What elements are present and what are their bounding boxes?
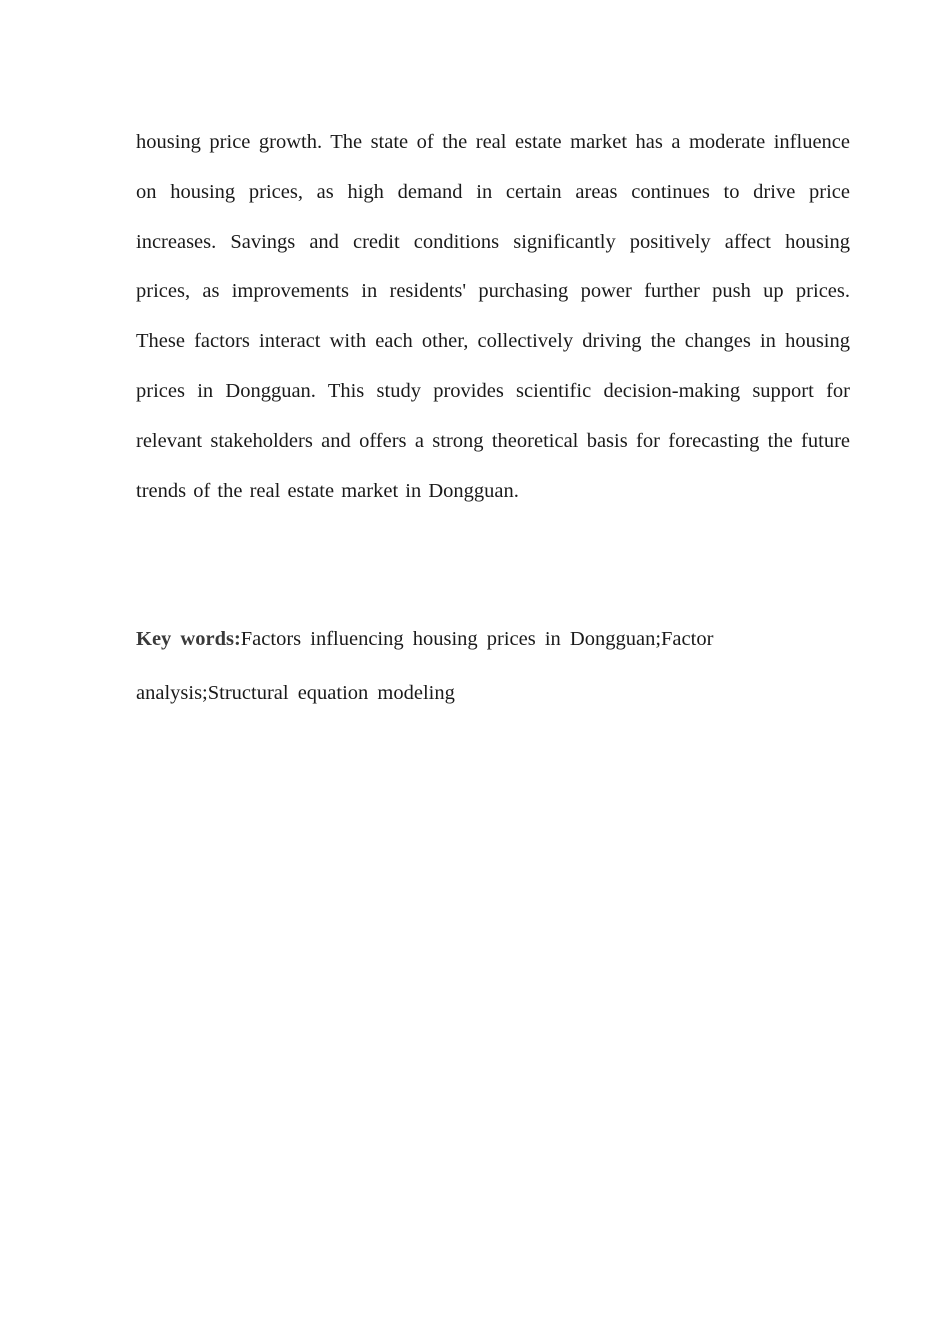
abstract-paragraph: housing price growth. The state of the real estate market has a moderate influence on housing prices, as high demand in certain areas continues to drive price increases. Savings and credit conditions significantly positively affect housing prices, as improvements in residents' purchasing power further push up prices. These factors interact with each other, collectively driving the changes in housing prices in Dongguan. This study provides scientific decision-making support for relevant stakeholders and offers a strong theoretical basis for forecasting the future trends of the real estate market in Dongguan. — [136, 131, 850, 502]
keywords-line-1: Factors influencing housing prices in Dongguan;Factor — [240, 628, 714, 650]
keywords-label: Key words: — [136, 628, 241, 650]
keywords-line-2: analysis;Structural equation modeling — [136, 682, 455, 704]
keywords-section — [136, 612, 796, 720]
